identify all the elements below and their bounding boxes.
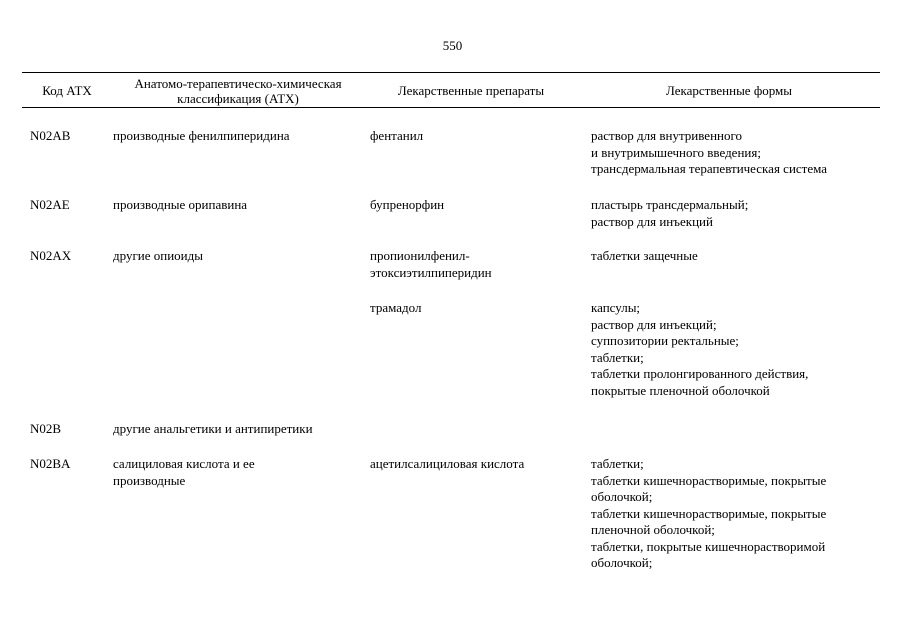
form-line: покрытые пленочной оболочкой	[591, 382, 770, 398]
header-classification-line-1: Анатомо-терапевтическо-химическая	[134, 75, 342, 91]
row-code: N02AB	[30, 128, 71, 143]
row-code: N02BA	[30, 456, 71, 471]
form-line: таблетки защечные	[591, 248, 698, 263]
row-forms	[591, 300, 808, 399]
row-forms	[591, 128, 827, 178]
form-line: пленочной оболочкой;	[591, 522, 715, 537]
form-line: таблетки;	[591, 456, 644, 471]
row-forms	[591, 197, 748, 230]
form-line: и внутримышечного введения;	[591, 144, 761, 160]
form-line: таблетки;	[591, 349, 644, 365]
header-forms: Лекарственные формы	[665, 83, 793, 98]
form-line: капсулы;	[591, 300, 641, 315]
row-classification	[113, 197, 247, 214]
classification-line: производные орипавина	[113, 197, 248, 212]
page-number: 550	[442, 38, 463, 53]
row-drug	[370, 248, 492, 281]
row-classification	[113, 248, 203, 265]
form-line: трансдермальная терапевтическая система	[591, 161, 828, 176]
drug-line: пропионилфенил-	[370, 248, 470, 263]
form-line: таблетки кишечнорастворимые, покрытые	[591, 505, 827, 521]
row-forms	[591, 248, 698, 265]
form-line: оболочкой;	[591, 489, 653, 504]
row-code: N02B	[30, 421, 62, 436]
form-line: таблетки кишечнорастворимые, покрытые	[591, 472, 827, 488]
table-header-rule	[22, 107, 880, 108]
classification-line: другие анальгетики и антипиретики	[113, 421, 313, 436]
classification-line: салициловая кислота и ее	[113, 456, 255, 471]
row-code: N02AE	[30, 197, 70, 212]
row-drug	[370, 456, 524, 473]
form-line: пластырь трансдермальный;	[591, 197, 749, 212]
drug-line: ацетилсалициловая кислота	[370, 456, 525, 471]
drug-line: трамадол	[370, 300, 422, 315]
row-drug	[370, 197, 444, 214]
row-forms	[591, 456, 826, 572]
row-classification	[113, 421, 313, 438]
classification-line: производные фенилпиперидина	[113, 128, 290, 143]
row-drug	[370, 128, 423, 145]
form-line: раствор для внутривенного	[591, 128, 742, 143]
drug-line: бупренорфин	[370, 197, 445, 212]
form-line: таблетки пролонгированного действия,	[591, 366, 809, 381]
header-code: Код АТХ	[42, 83, 92, 98]
drug-line: фентанил	[370, 128, 424, 143]
classification-line: другие опиоиды	[113, 248, 203, 263]
row-drug	[370, 300, 421, 317]
form-line: оболочкой;	[591, 555, 653, 570]
header-classification-line-2: классификация (АТХ)	[177, 90, 299, 106]
header-drugs: Лекарственные препараты	[397, 83, 545, 98]
table-top-rule	[22, 72, 880, 73]
header-classification	[112, 74, 364, 107]
form-line: таблетки, покрытые кишечнорастворимой	[591, 538, 826, 554]
classification-line: производные	[113, 472, 186, 488]
row-classification	[113, 456, 255, 489]
form-line: суппозитории ректальные;	[591, 333, 739, 348]
drug-line: этоксиэтилпиперидин	[370, 264, 492, 280]
form-line: раствор для инъекций;	[591, 316, 717, 332]
row-code: N02AX	[30, 248, 72, 263]
row-classification	[113, 128, 290, 145]
form-line: раствор для инъекций	[591, 213, 713, 229]
